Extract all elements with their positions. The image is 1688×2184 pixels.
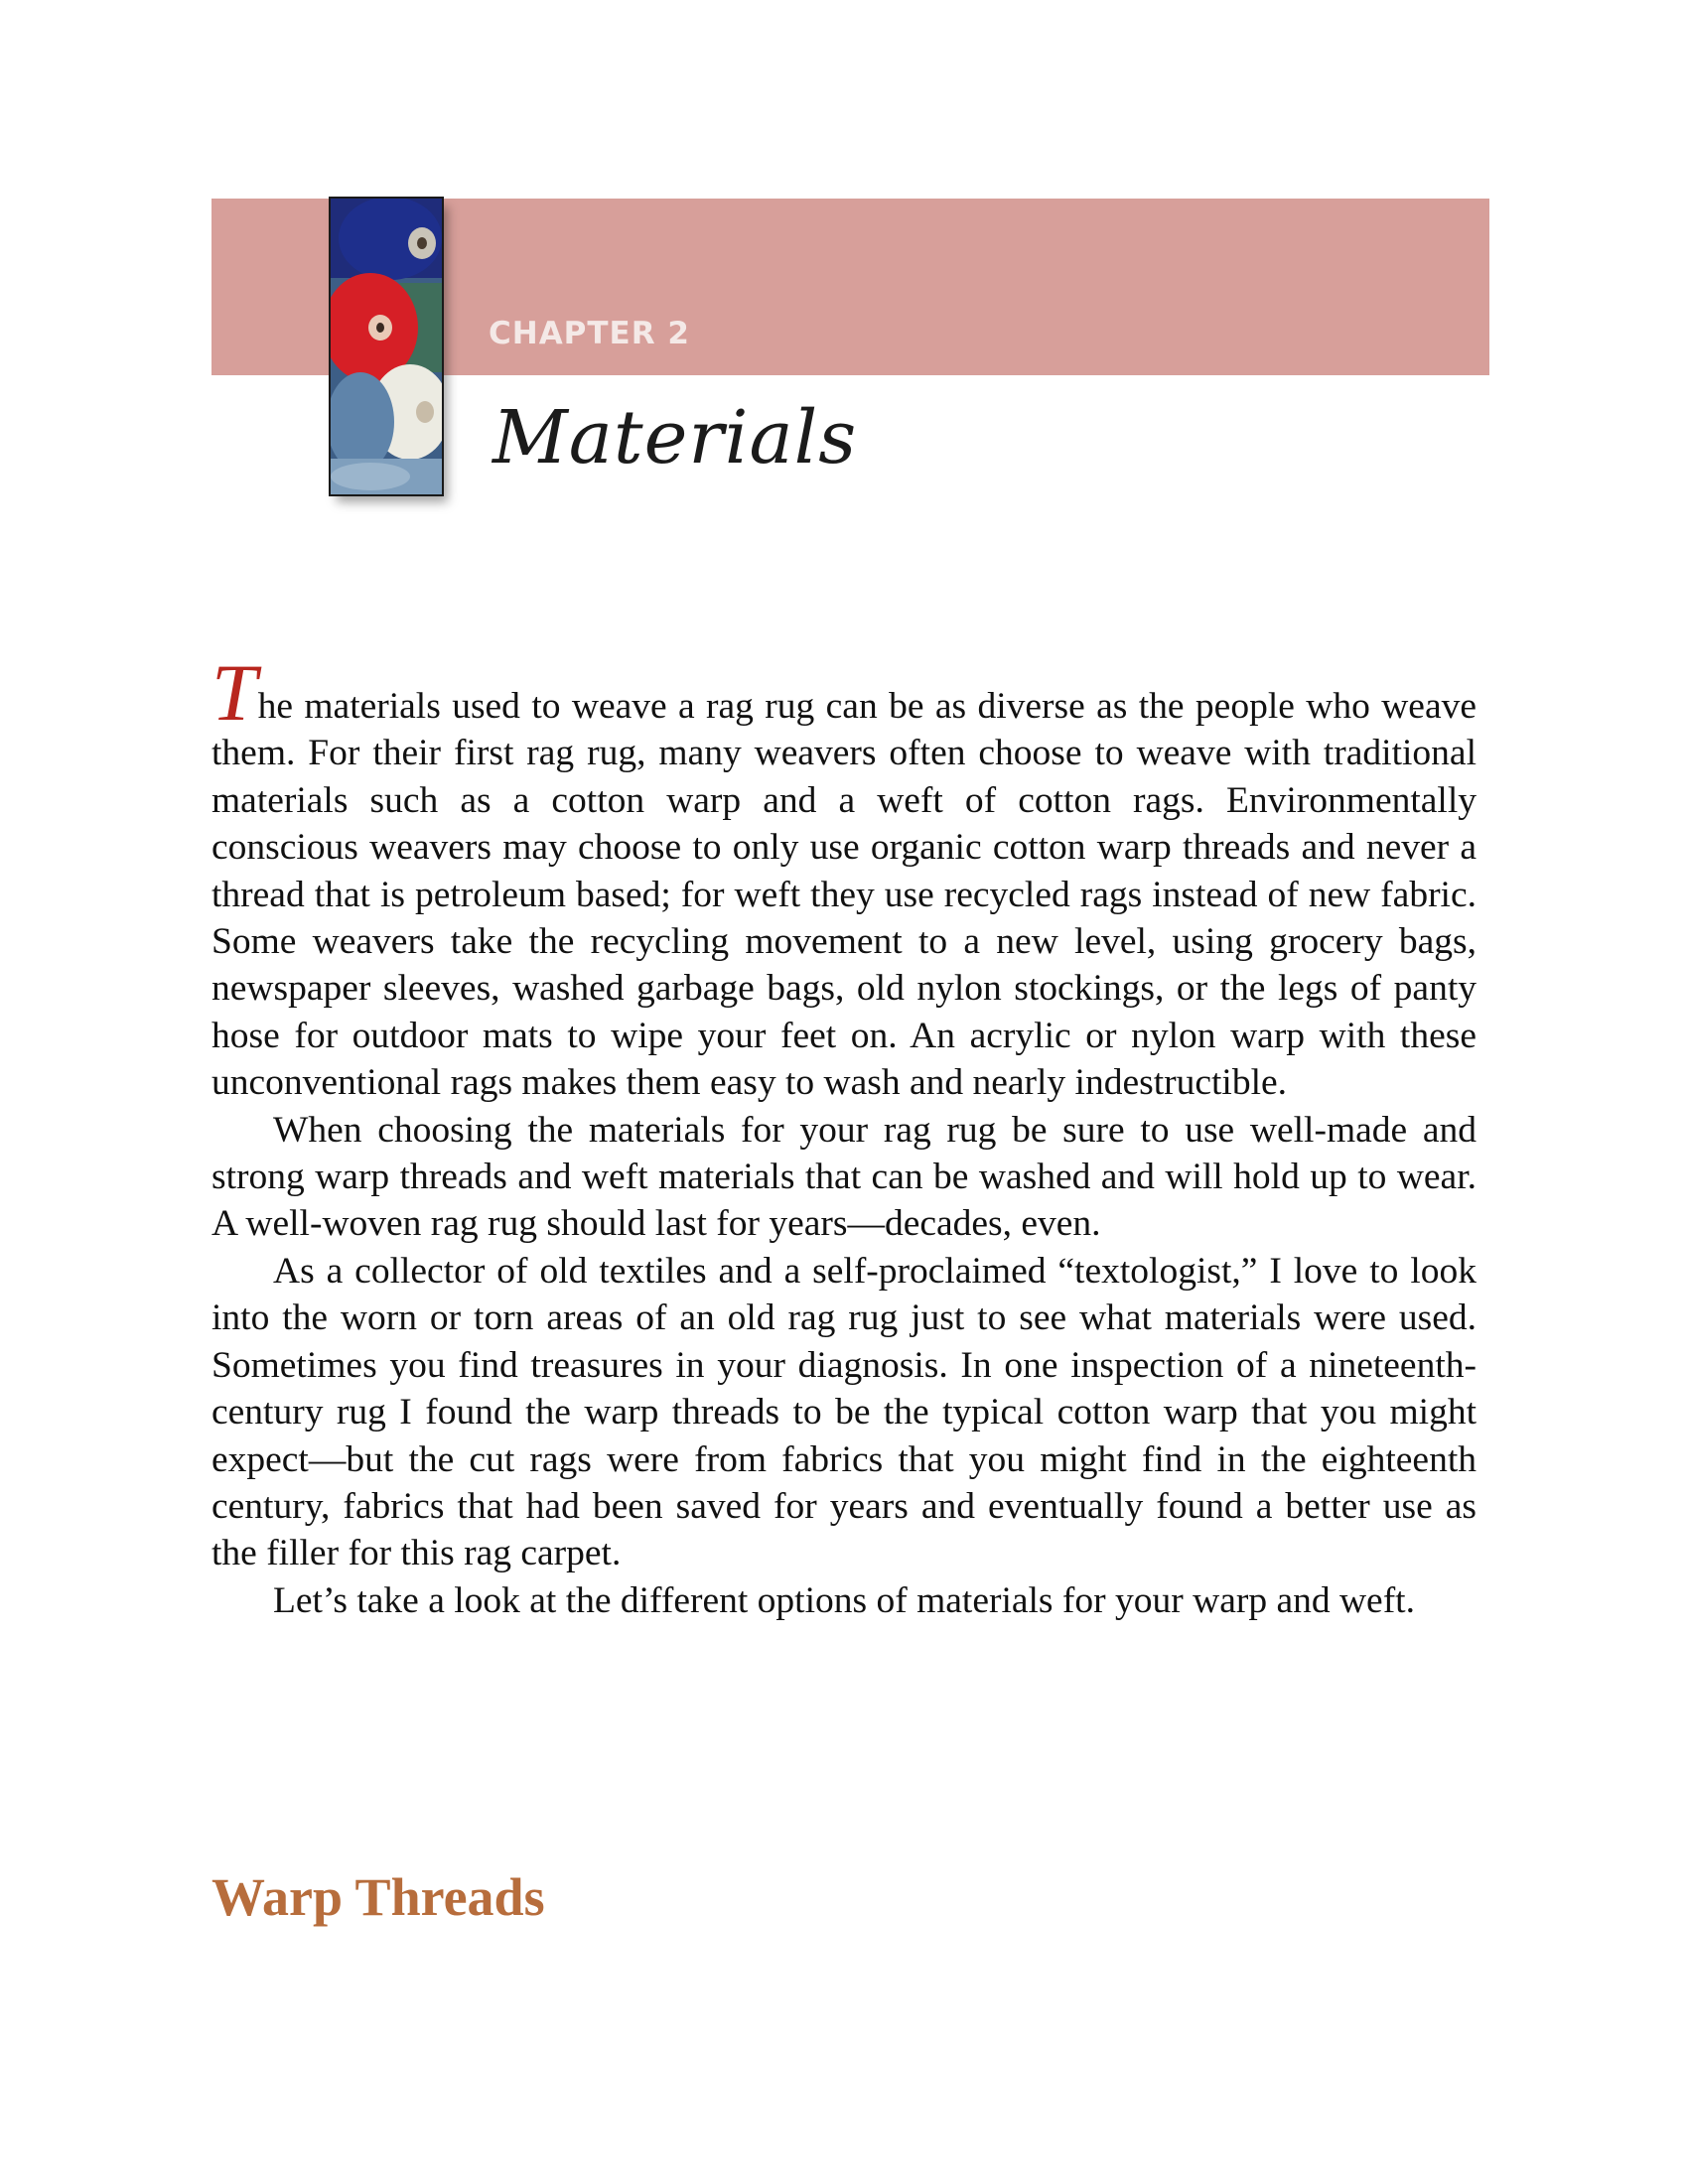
paragraph-1-text: he materials used to weave a rag rug can be as diverse as the people who weave them. For their first rag rug, many weavers often choose to weave with traditional materials such as a cotton warp and a weft of cotton rags. Environmentally conscious weavers may choose to only use organic cotton warp threads and never a thread that is petroleum based; for weft they use recycled rags instead of new fabric. Some weavers take the recycling movement to a new level, using grocery bags, newspaper sleeves, washed garbage bags, old nylon stockings, or the legs of panty hose for outdoor mats to wipe your feet on. An acrylic or nylon warp with these unconventional rags makes them easy to wash and nearly indestructible. xyxy=(211,686,1477,1104)
chapter-title: Materials xyxy=(492,395,858,480)
chapter-label: CHAPTER 2 xyxy=(489,316,690,351)
section-heading-warp-threads: Warp Threads xyxy=(211,1867,545,1927)
paragraph-1 xyxy=(211,647,1477,1107)
paragraph-4: Let’s take a look at the different options of materials for your warp and weft. xyxy=(273,1579,1415,1621)
yarn-spools-image xyxy=(331,199,442,494)
paragraph-3: As a collector of old textiles and a self-proclaimed “textologist,” I love to look into the worn or torn areas of an old rag rug just to see what materials were used. Sometimes you find treasures in your diagnosis. In one inspection of a nineteenth-century rug I found the warp threads to be the typical cotton warp that you might expect—but the cut rags were from fabrics that you might find in the eighteenth century, fabrics that had been saved for years and eventually found a better use as the filler for this rag carpet. xyxy=(211,1250,1477,1574)
drop-cap: T xyxy=(211,647,257,738)
paragraph-2: When choosing the materials for your rag rug be sure to use well-made and strong warp threads and weft materials that can be washed and will hold up to wear. A well-woven rag rug should last for years—decades, even. xyxy=(211,1109,1477,1245)
yarn-spools-illustration xyxy=(331,199,442,494)
body-text xyxy=(211,647,1477,1624)
